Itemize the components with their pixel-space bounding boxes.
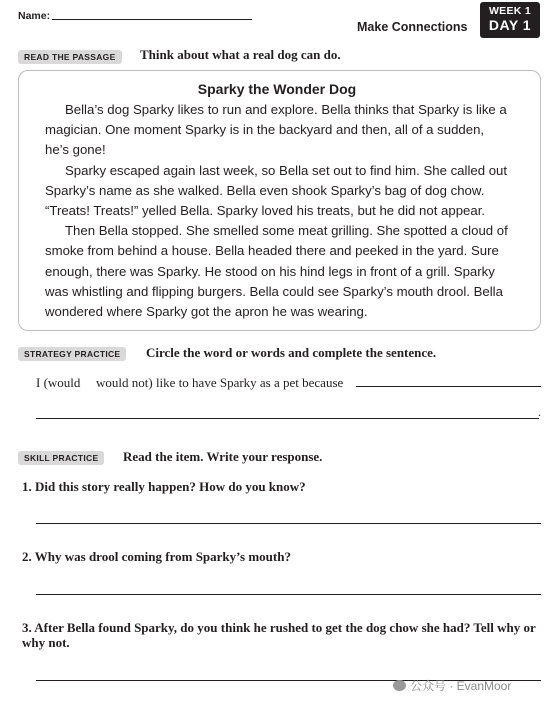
name-label: Name: — [18, 10, 51, 22]
wechat-icon — [393, 680, 406, 691]
strategy-instruction: Circle the word or words and complete the sentence. — [146, 345, 437, 360]
read-passage-tag: READ THE PASSAGE — [18, 50, 122, 64]
passage-paragraph: Sparky escaped again last week, so Bella set out to find him. She called out Sparky’s name as she walked. Bella even shook Sparky’s bag of dog chow. “Treats! Treats!” yelled Bella. Sparky loved his treats, but he did not appear. — [45, 162, 508, 219]
name-field[interactable] — [52, 19, 252, 20]
choice-would-not[interactable]: would not) like to have Sparky as a pet because — [96, 375, 344, 390]
watermark-text: 公众号 · EvanMoor — [410, 679, 512, 693]
passage-title: Sparky the Wonder Dog — [197, 81, 357, 97]
skill-instruction: Read the item. Write your response. — [123, 449, 323, 464]
passage-paragraph: Then Bella stopped. She smelled some meat grilling. She spotted a cloud of smoke from behind a house. Bella headed there and peeked in the yard. Sure enough, there was Sparky. He stood on his hind legs in front of a grill. Sparky was whistling and flipping burgers. Bella could see Sparky’s mouth drool. Bella wondered where Sparky got the apron he was wearing. — [45, 223, 508, 320]
day-label: DAY 1 — [488, 17, 532, 33]
question-2: 2. Why was drool coming from Sparky’s mouth? — [22, 549, 291, 564]
week-label: WEEK 1 — [488, 5, 532, 17]
skill-practice-tag: SKILL PRACTICE — [18, 451, 104, 465]
answer-line[interactable] — [36, 418, 539, 419]
answer-line[interactable] — [356, 386, 541, 387]
question-1: 1. Did this story really happen? How do you know? — [22, 479, 306, 494]
watermark — [393, 677, 511, 694]
week-day-badge — [480, 2, 540, 38]
topic-title: Make Connections — [357, 20, 468, 34]
strategy-practice-tag: STRATEGY PRACTICE — [18, 347, 126, 361]
choice-would[interactable]: I (would — [36, 375, 81, 390]
answer-line[interactable] — [36, 523, 541, 524]
sentence-period: . — [538, 405, 541, 419]
passage-body — [45, 100, 510, 322]
answer-line[interactable] — [36, 594, 541, 595]
read-passage-instruction: Think about what a real dog can do. — [140, 47, 341, 62]
passage-paragraph: Bella’s dog Sparky likes to run and explore. Bella thinks that Sparky is like a magician. One moment Sparky is in the backyard and then, all of a sudden, he’s gone! — [45, 102, 507, 158]
question-3: 3. After Bella found Sparky, do you think he rushed to get the dog chow she had? Tell why or why not. — [22, 620, 536, 650]
